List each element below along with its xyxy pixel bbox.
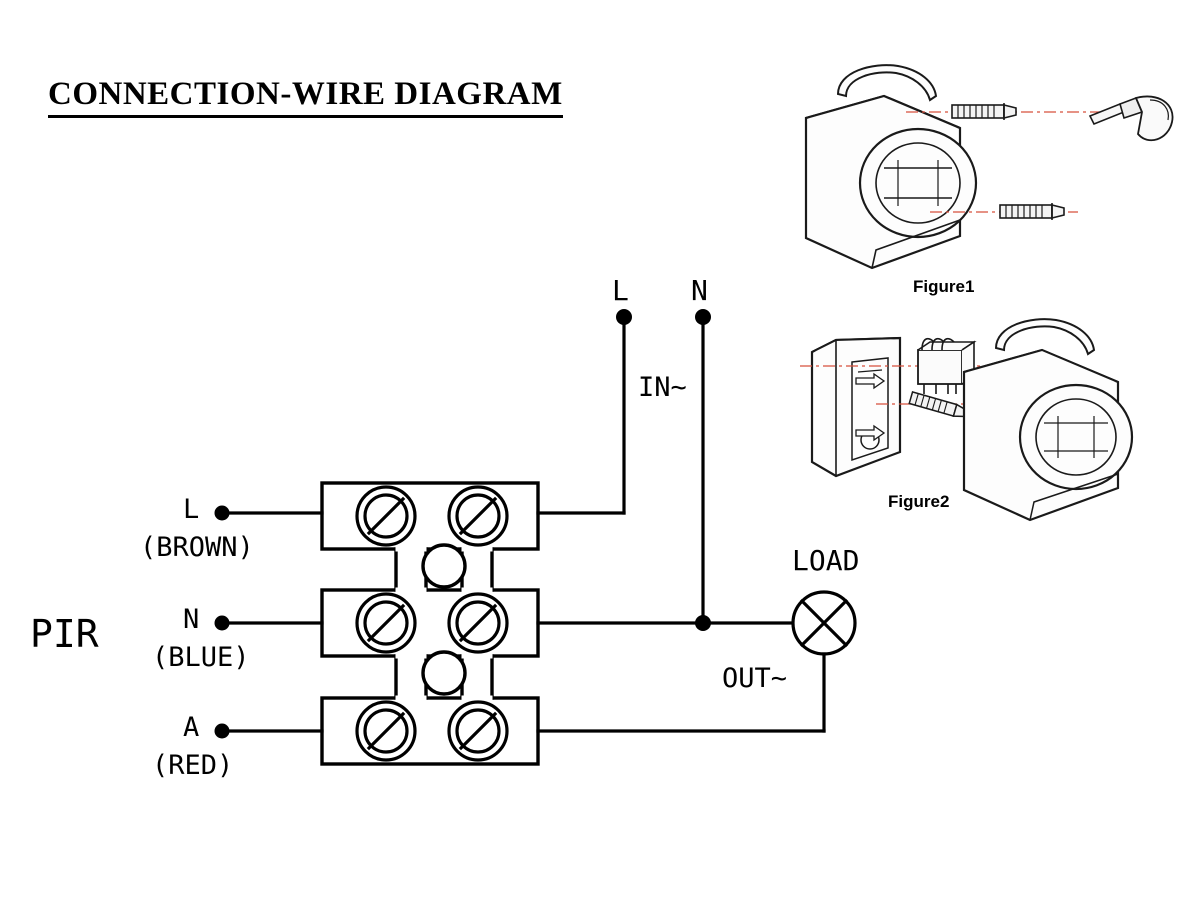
terminal-a-label: A (183, 712, 200, 743)
terminal-a-color-label: (RED) (152, 750, 234, 781)
terminal-n-color-label: (BLUE) (152, 642, 250, 673)
supply-n-label: N (691, 274, 708, 307)
figure1-caption: Figure1 (913, 277, 975, 296)
supply-l-label: L (612, 274, 629, 307)
figure2-caption: Figure2 (888, 492, 950, 511)
terminal-l-label: L (183, 494, 200, 525)
terminal-l-color-label: (BROWN) (140, 532, 254, 563)
device-label: PIR (30, 612, 99, 656)
page-title: CONNECTION-WIRE DIAGRAM (48, 76, 563, 118)
input-label: IN~ (638, 372, 687, 403)
load-label: LOAD (792, 544, 860, 577)
terminal-n-label: N (183, 604, 200, 635)
output-label: OUT~ (722, 663, 788, 694)
